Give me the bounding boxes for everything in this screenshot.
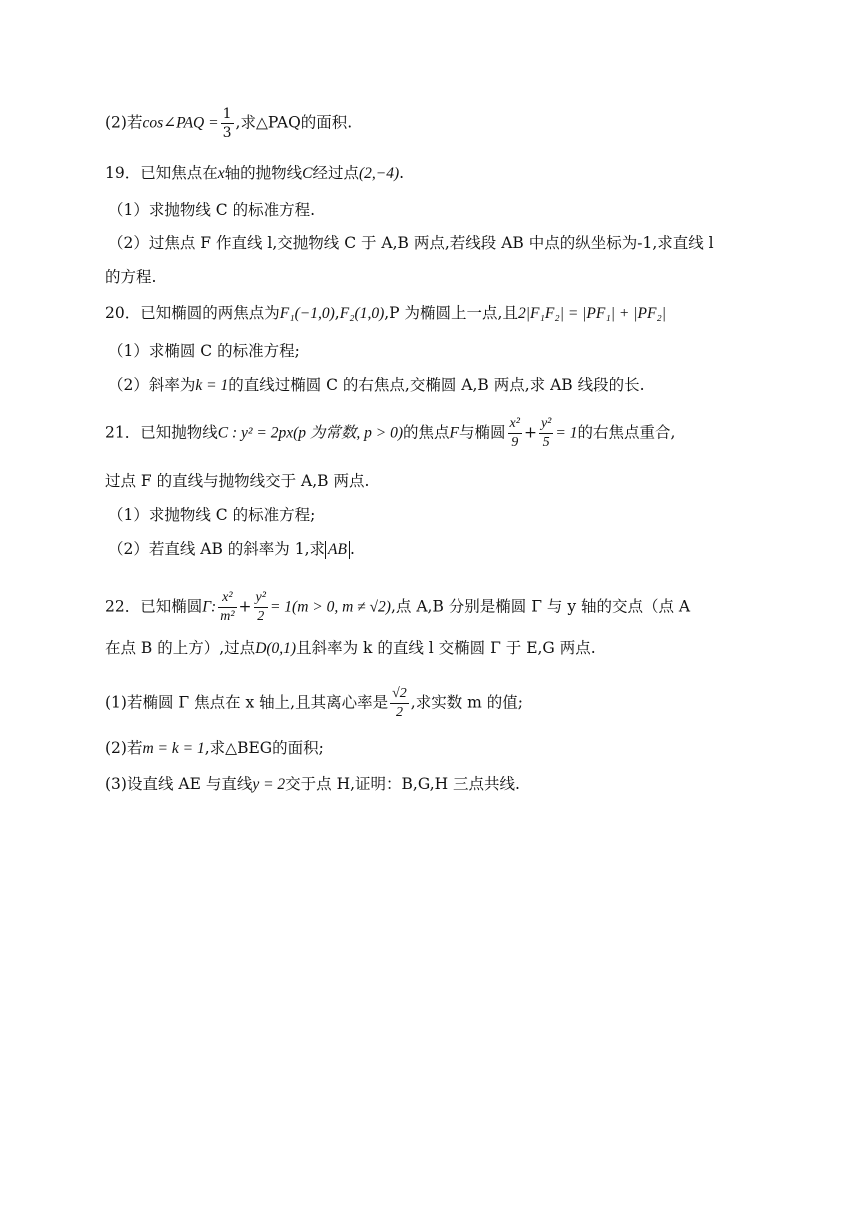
q19-c: C: [302, 165, 313, 182]
q19-stem: [105, 166, 404, 182]
q20-sep: ,: [334, 304, 340, 322]
q21-parabola-eq: C : y² = 2px(p 为常数, p > 0): [217, 424, 404, 442]
q19-part2-line1: （2）过焦点 F 作直线 l,交抛物线 C 于 A,B 两点,若线段 AB 中点的纵坐标为-1,求直线 l: [108, 234, 714, 252]
q22-frac-y-num: y²: [254, 590, 268, 608]
q22-m-k-eq: m = k = 1: [142, 740, 205, 757]
q20-part2: [108, 378, 645, 394]
q22-stem-mid: ,点 A,B 分别是椭圆 Γ 与 y 轴的交点（点 A: [390, 597, 691, 616]
q21-stem-prefix: 21．已知抛物线: [105, 423, 218, 442]
q20-part2-suffix: 的直线过椭圆 C 的右焦点,交椭圆 A,B 两点,求 AB 线段的长.: [228, 376, 645, 394]
q21-part1: （1）求抛物线 C 的标准方程;: [108, 506, 316, 524]
q21-stem: 21．已知抛物线C : y² = 2px(p 为常数, p > 0)的焦点F与椭圆 $\frac{\text{x²}}{9}$ + $\frac{\text{y²}}{5}$ = 1的右焦点重合,: [105, 416, 676, 450]
q19-point: (2,−4): [359, 165, 400, 182]
q21-f: F: [449, 424, 459, 442]
q21-frac-x-num: x²: [508, 416, 522, 434]
q22-frac-x-den: m²: [220, 609, 235, 624]
q20-k-eq: k = 1: [195, 377, 229, 394]
q21-frac-y: [539, 416, 553, 451]
q19-stem-prefix: 19．已知焦点在: [105, 164, 218, 182]
q19-stem-end: .: [399, 164, 405, 182]
q19-part1: （1）求抛物线 C 的标准方程.: [108, 201, 316, 219]
q22-part2-suffix: ,求△BEG的面积;: [204, 739, 324, 757]
q22-line2-suffix: 且斜率为 k 的直线 l 交椭圆 Γ 于 E,G 两点.: [296, 639, 596, 657]
q22-part3-prefix: (3)设直线 AE 与直线: [105, 775, 253, 793]
q22-line-y2: y = 2: [252, 776, 286, 793]
q22-condition: = 1(m > 0, m ≠ √2): [269, 598, 391, 616]
q22-frac-x-num: x²: [218, 590, 236, 608]
q21-stem-mid: 的焦点: [403, 423, 450, 442]
q21-stem-end: 的右焦点重合,: [577, 423, 676, 442]
q22-ecc-num: √2: [390, 686, 409, 704]
q22-ecc-den: 2: [395, 705, 403, 720]
q21-frac-y-num: y²: [539, 416, 553, 434]
q20-f2: F₂(1,0): [339, 305, 385, 322]
q18-fraction: [221, 106, 234, 141]
q18-part2-prefix: (2)若: [105, 113, 143, 132]
q22-gamma: Γ:: [202, 598, 217, 616]
q21-part2-end: .: [349, 540, 355, 558]
q22-line2: [105, 641, 596, 657]
q21-abs-ab: AB: [325, 541, 350, 559]
q22-point-d: D(0,1): [255, 640, 297, 657]
q19-part2-line2: 的方程.: [105, 268, 157, 286]
q18-part2: [105, 106, 352, 141]
q22-eccentricity-frac: [390, 686, 409, 721]
q22-stem: 22．已知椭圆Γ: $\frac{\text{x²}}{\text{m²}}$ + $\frac{\text{y²}}{2}$ = 1(m > 0, m ≠ √2),点 A,B 分别是椭圆 Γ 与 y 轴的交点（点 A: [105, 590, 691, 624]
q22-line2-prefix: 在点 B 的上方）,过点: [105, 639, 256, 657]
q20-part1: （1）求椭圆 C 的标准方程;: [108, 342, 300, 360]
q20-f1: F₁(−1,0): [279, 305, 335, 322]
q22-frac-y: [254, 590, 268, 625]
q19-stem-mid: 轴的抛物线: [224, 164, 303, 182]
q18-part2-suffix: ,求△PAQ的面积.: [235, 113, 353, 132]
q20-stem-mid: ,P 为椭圆上一点,且: [384, 304, 518, 322]
q21-part2: [108, 541, 355, 559]
q21-ellipse-rhs: = 1: [555, 424, 578, 442]
q18-cos-expr: cos∠PAQ =: [142, 114, 219, 132]
q22-stem-prefix: 22．已知椭圆: [105, 597, 203, 616]
q20-stem-prefix: 20．已知椭圆的两焦点为: [105, 304, 280, 322]
q22-part2: [105, 741, 324, 757]
q22-part1-prefix: (1)若椭圆 Γ 焦点在 x 轴上,且其离心率是: [105, 693, 389, 712]
q20-part2-prefix: （2）斜率为: [108, 376, 196, 394]
q21-line2: 过点 F 的直线与抛物线交于 A,B 两点.: [105, 472, 370, 490]
q18-frac-den: 3: [222, 125, 232, 141]
q22-part3-suffix: 交于点 H,证明：B,G,H 三点共线.: [285, 775, 520, 793]
q22-part1: [105, 686, 523, 721]
q18-frac-num: 1: [222, 106, 232, 122]
q21-stem-mid2: 与椭圆: [459, 423, 506, 442]
q22-part3: [105, 777, 520, 793]
q21-frac-y-den: 5: [542, 435, 550, 450]
q22-part1-suffix: ,求实数 m 的值;: [410, 693, 523, 712]
q21-frac-x-den: 9: [511, 435, 519, 450]
q21-part2-prefix: （2）若直线 AB 的斜率为 1,求: [108, 540, 326, 558]
q20-stem: [105, 306, 666, 322]
q21-frac-x: [508, 416, 522, 451]
q22-frac-y-den: 2: [257, 609, 265, 624]
q22-part2-prefix: (2)若: [105, 739, 143, 757]
q19-x: x: [217, 165, 225, 182]
q22-frac-x: [218, 590, 236, 625]
q19-stem-mid2: 经过点: [312, 164, 359, 182]
q20-relation: 2|F₁F₂| = |PF₁| + |PF₂|: [517, 305, 667, 322]
